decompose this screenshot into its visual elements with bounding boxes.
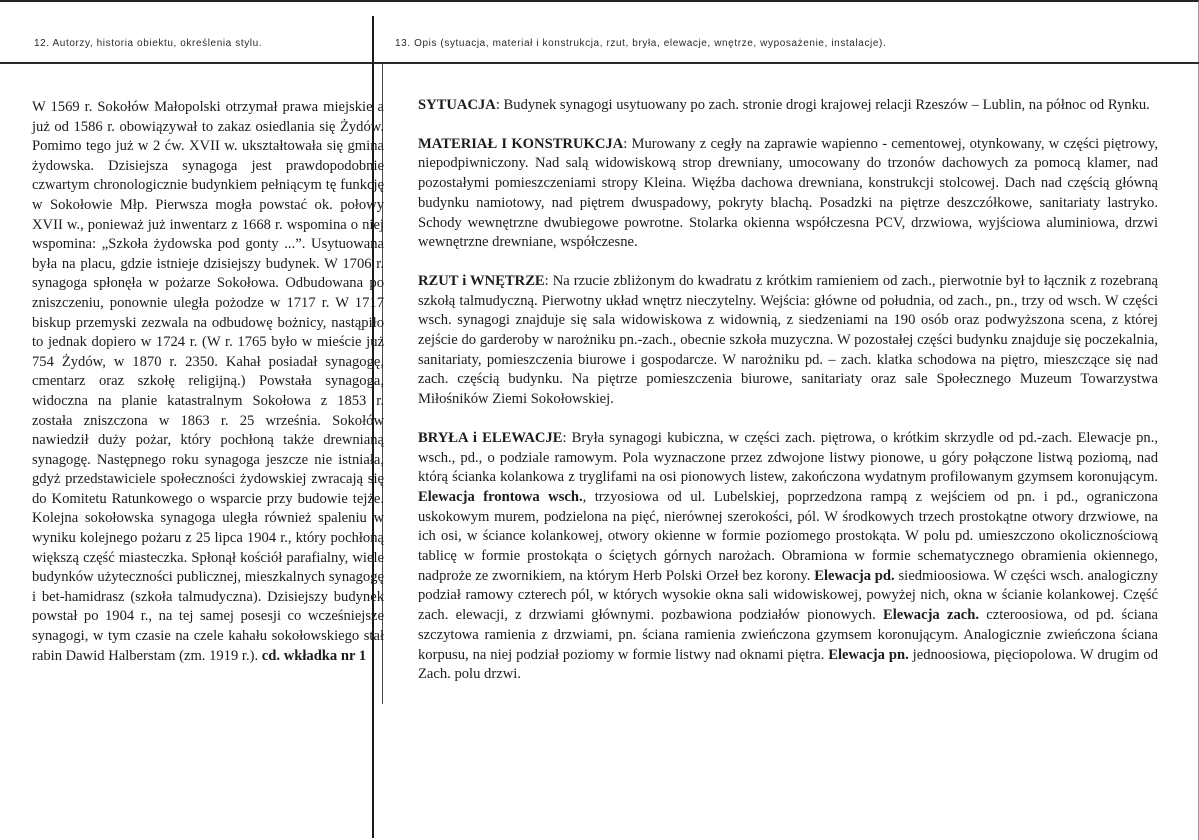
elewacja-wsch-label: Elewacja frontowa wsch.: [418, 488, 583, 505]
history-column: [32, 98, 384, 666]
bryla-text-1: : Bryła synagogi kubiczna, w części zach. piętrowa, o krótkim skrzydle od pd.-zach. Elewacje pn., wsch., pd., o podziale ramowym. Pola wyznaczone przez zdwojone listwy pionowe, u góry połączone listwą poziomą, nad którą ścianka kolankowa z tryglifami na osi pionowych listew, zakończona wydatnym profilowanym gzymsem koronującym.: [418, 429, 1158, 486]
header-rule: [0, 62, 1199, 64]
situacja-paragraph: [418, 96, 1158, 116]
bryla-paragraph: [418, 429, 1158, 685]
description-column: [418, 96, 1158, 704]
rzut-title: RZUT i WNĘTRZE: [418, 272, 545, 289]
bryla-text-5: jednoosiowa, pięciopolowa. W drugim od Zach. polu drzwi.: [418, 646, 1158, 683]
bryla-title: BRYŁA i ELEWACJE: [418, 429, 563, 446]
rzut-paragraph: [418, 272, 1158, 410]
left-column-header: 12. Autorzy, historia obiektu, określenia stylu.: [34, 38, 263, 49]
continuation-note: cd. wkładka nr 1: [261, 647, 367, 664]
material-paragraph: [418, 135, 1158, 253]
history-text: W 1569 r. Sokołów Małopolski otrzymał prawa miejskie a już od 1586 r. obowiązywał to zakaz osiedlania się Żydów. Pomimo tego już w 2 ćw. XVII w. ukształtowała się gmina żydowska. Dzisiejsza synagoga jest prawdopodobnie czwartym chronologicznie budynkiem pełniącym tę funkcję w Sokołowie Młp. Pierwsza mogła powstać ok. połowy XVII w., ponieważ już inwentarz z 1668 r. wspomina o niej wspomina: „Szkoła żydowska pod gonty ...”. Usytuowana była na placu, gdzie istnieje dzisiejszy budynek. W 1706 r. synagoga spłonęła w pożarze Sokołowa. Odbudowana po zniszczeniu, ponownie uległa pożodze w 1717 r. W 1717 biskup przemyski zezwala na odbudowę bożnicy, nastąpiło to jednak dopiero w 1724 r. (W r. 1765 było w mieście już 754 Żydów, w 1870 r. 2350. Kahał posiadał synagogę, cmentarz oraz szkołę religijną.) Powstała synagoga, widoczna na planie katastralnym Sokołowa z 1853 r. została zniszczona w 1863 r. 25 września. Sokołów nawiedził duży pożar, który pochłoną także drewnianą synagogę. Następnego roku synagoga jeszcze nie istniała, gdyż przedstawiciele społeczności żydowskiej zwracają się do Komitetu Ratunkowego o wsparcie przy budowie tejże. Kolejna sokołowska synagoga uległa również spaleniu w wyniku kolejnego pożaru z 25 lipca 1904 r., który pochłoną większą część miasteczka. Spłonął kościół parafialny, wiele budynków użyteczności publicznej, mieszkalnych synagogę i bet-hamidrasz (szkoła talmudyczna). Dzisiejszy budynek powstał po 1904 r., na tej samej posesji co wcześniejsze synagogi, w tym czasie na czele kahału sokołowskiego stał rabin Dawid Halberstam (zm. 1919 r.).: [32, 99, 384, 664]
situacja-text: : Budynek synagogi usytuowany po zach. stronie drogi krajowej relacji Rzeszów – Lublin, na północ od Rynku.: [495, 97, 1150, 113]
material-title: MATERIAŁ I KONSTRUKCJA: [418, 135, 624, 152]
situacja-title: SYTUACJA: [418, 97, 496, 113]
elewacja-pd-label: Elewacja pd.: [814, 567, 895, 584]
elewacja-pn-label: Elewacja pn.: [828, 646, 909, 663]
bryla-text-2: , trzyosiowa od ul. Lubelskiej, poprzedzona rampą z wejściem od pn. i pd., ograniczona uskokowym murem, podzielona na pięć, nierównej szerokości, pól. W środkowych trzech prostokątne otwory drzwiowe, na ich osi, w ściance kolankowej, otwory okienne w formie poziomego prostokąta. W polu pd. umieszczono okolicznościową tablicę w formie prostokąta o ściętych górnych narożach. Obramiona w formie schematycznego obramienia okiennego, nadproże ze zwornikiem, na którym Herb Polski Orzeł bez korony.: [418, 488, 1158, 584]
bryla-text-3: siedmioosiowa. W części wsch. analogiczny podział ramowy czterech pól, w których wysokie okna sali widowiskowej, powyżej nich, okna w ścianie kolankowej. Część zach. elewacji, z drzwiami głównymi. pozbawiona podziałów pionowych.: [418, 567, 1158, 624]
material-text: : Murowany z cegły na zaprawie wapienno - cementowej, otynkowany, w części piętrowy, niepodpiwniczony. Nad salą widowiskową strop drewniany, umocowany do trzonów dachowych za pomocą klamer, nad pozostałymi pomieszczeniami stropy Kleina. Więźba dachowa drewniana, konstrukcji stolcowej. Dach nad częścią główną budynku namiotowy, nad piętrem dwuspadowy, pokryty blachą. Posadzki na piętrze deszczółkowe, sanitariaty lastryko. Schody wewnętrzne dwubiegowe powrotne. Stolarka okienna współczesna PCV, drzwiowa, wyjściowa aluminiowa, drzwi wewnętrzne drewniane, współczesne.: [418, 135, 1158, 251]
right-column-header: 13. Opis (sytuacja, materiał i konstrukcja, rzut, bryła, elewacje, wnętrze, wyposażenie, instalacje).: [395, 38, 887, 49]
elewacja-zach-label: Elewacja zach.: [882, 607, 980, 624]
rzut-text: : Na rzucie zbliżonym do kwadratu z krótkim ramieniem od zach., pierwotnie był to łącznik z rozebraną szkołą talmudyczną. Pierwotny układ wnętrz nieczytelny. Wejścia: główne od południa, od zach., pn., trzy od wsch. W części wsch. synagogi znajduje się sala widowiskowa z widownią, z siedzeniami na 190 osób oraz podwyższona scena, z której zejście do garderoby w narożniku pn.-zach., obecnie szkoła muzyczna. W pozostałej części budynku znajduje się poczekalnia, sanitariaty, pomieszczenia biurowe i gospodarcze. W narożniku pd. – zach. klatka schodowa na piętro, mieszczące się nad zach. częścią budynku. Na piętrze pomieszczenia biurowe, sanitariaty oraz sale Społecznego Muzeum Towarzystwa Miłośników Ziemi Sokołowskiej.: [418, 272, 1158, 408]
bryla-text-4: czteroosiowa, od pd. ściana szczytowa ramienia z drzwiami, pn. ściana ramienia zwieńczona gzymsem koronującym. Analogicznie zwieńczona ściana korpusu, na niej podział poziomy w formie listwy nad oknami piętra.: [418, 607, 1159, 663]
history-paragraph: [32, 98, 384, 666]
